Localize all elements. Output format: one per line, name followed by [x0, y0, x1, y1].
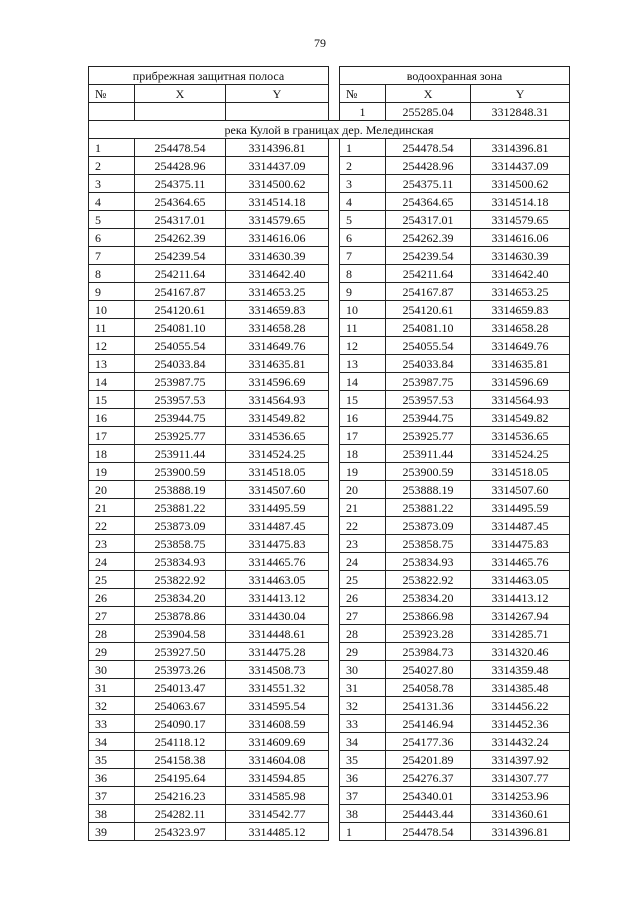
right-col-x-header: X	[386, 85, 471, 103]
right-x-value: 253984.73	[386, 643, 471, 661]
left-x-value: 253834.20	[135, 589, 226, 607]
left-x-value: 254055.54	[135, 337, 226, 355]
left-y-value: 3314594.85	[226, 769, 329, 787]
right-point-num: 15	[340, 391, 386, 409]
right-point-num: 4	[340, 193, 386, 211]
left-point-num: 18	[89, 445, 135, 463]
left-point-num: 31	[89, 679, 135, 697]
left-x-value: 253987.75	[135, 373, 226, 391]
left-point-num: 7	[89, 247, 135, 265]
left-point-num: 11	[89, 319, 135, 337]
left-x-value: 253873.09	[135, 517, 226, 535]
right-point-num: 28	[340, 625, 386, 643]
table-row	[89, 643, 570, 661]
left-x-value: 254478.54	[135, 139, 226, 157]
table-row	[89, 499, 570, 517]
right-x-value: 254201.89	[386, 751, 471, 769]
right-y-value: 3314524.25	[471, 445, 570, 463]
right-y-value: 3314452.36	[471, 715, 570, 733]
left-point-num: 29	[89, 643, 135, 661]
table-row	[89, 265, 570, 283]
left-point-num: 24	[89, 553, 135, 571]
right-point-num: 20	[340, 481, 386, 499]
left-point-num: 1	[89, 139, 135, 157]
right-y-value: 3314396.81	[471, 823, 570, 841]
right-x-value: 253858.75	[386, 535, 471, 553]
left-y-value: 3314487.45	[226, 517, 329, 535]
table-row	[89, 139, 570, 157]
left-point-num: 6	[89, 229, 135, 247]
right-y-value: 3314385.48	[471, 679, 570, 697]
left-y-value: 3314430.04	[226, 607, 329, 625]
left-x-value: 254364.65	[135, 193, 226, 211]
left-x-value: 253973.26	[135, 661, 226, 679]
right-x-value: 253834.20	[386, 589, 471, 607]
right-col-y-header: Y	[471, 85, 570, 103]
right-y-value: 3314536.65	[471, 427, 570, 445]
right-x-value: 254239.54	[386, 247, 471, 265]
table-row	[89, 697, 570, 715]
right-point-num: 25	[340, 571, 386, 589]
left-point-num: 20	[89, 481, 135, 499]
left-x-value: 253822.92	[135, 571, 226, 589]
left-x-value: 253957.53	[135, 391, 226, 409]
right-point-num: 10	[340, 301, 386, 319]
right-y-value: 3314653.25	[471, 283, 570, 301]
right-x-value: 253911.44	[386, 445, 471, 463]
right-point-num: 33	[340, 715, 386, 733]
right-point-num: 6	[340, 229, 386, 247]
table-row	[89, 463, 570, 481]
right-y-value: 3314549.82	[471, 409, 570, 427]
left-x-value: 253944.75	[135, 409, 226, 427]
left-point-num: 14	[89, 373, 135, 391]
table-row	[89, 769, 570, 787]
left-y-value: 3314465.76	[226, 553, 329, 571]
left-x-value: 254282.11	[135, 805, 226, 823]
right-y-value: 3314630.39	[471, 247, 570, 265]
left-y-value: 3314448.61	[226, 625, 329, 643]
table-title-row	[89, 67, 570, 85]
right-point-num: 38	[340, 805, 386, 823]
left-point-num: 32	[89, 697, 135, 715]
table-row	[89, 589, 570, 607]
right-x-value: 253925.77	[386, 427, 471, 445]
table-header-row	[89, 85, 570, 103]
table-row	[89, 301, 570, 319]
right-x-value: 254033.84	[386, 355, 471, 373]
table-row	[89, 355, 570, 373]
right-x-value: 254443.44	[386, 805, 471, 823]
right-x-value: 253822.92	[386, 571, 471, 589]
left-point-num: 23	[89, 535, 135, 553]
table-row	[89, 427, 570, 445]
right-point-num: 12	[340, 337, 386, 355]
right-point-num: 2	[340, 157, 386, 175]
table-row	[89, 679, 570, 697]
left-point-num: 35	[89, 751, 135, 769]
left-y-value: 3314549.82	[226, 409, 329, 427]
right-point-num: 24	[340, 553, 386, 571]
left-y-value: 3314659.83	[226, 301, 329, 319]
right-x-value: 254428.96	[386, 157, 471, 175]
right-y-value: 3314500.62	[471, 175, 570, 193]
right-y-value: 3314267.94	[471, 607, 570, 625]
table-row	[89, 193, 570, 211]
right-x-value: 254058.78	[386, 679, 471, 697]
left-point-num: 16	[89, 409, 135, 427]
table-row	[89, 751, 570, 769]
table-row	[89, 409, 570, 427]
table-row	[89, 787, 570, 805]
right-y-value: 3314507.60	[471, 481, 570, 499]
left-col-num-header: №	[89, 85, 135, 103]
right-point-num: 26	[340, 589, 386, 607]
right-point-num: 31	[340, 679, 386, 697]
left-y-value: 3314616.06	[226, 229, 329, 247]
table-row	[89, 571, 570, 589]
left-point-num: 8	[89, 265, 135, 283]
table-row	[89, 715, 570, 733]
right-y-value: 3314437.09	[471, 157, 570, 175]
table-row	[89, 391, 570, 409]
right-point-num: 11	[340, 319, 386, 337]
left-x-value: 253834.93	[135, 553, 226, 571]
right-point-num: 29	[340, 643, 386, 661]
left-x-value: 254013.47	[135, 679, 226, 697]
left-y-value: 3314514.18	[226, 193, 329, 211]
right-y-value: 3314397.92	[471, 751, 570, 769]
left-point-num: 33	[89, 715, 135, 733]
left-point-num: 37	[89, 787, 135, 805]
right-x-value: 254027.80	[386, 661, 471, 679]
left-point-num: 19	[89, 463, 135, 481]
right-y-value: 3314360.61	[471, 805, 570, 823]
table-row	[89, 607, 570, 625]
right-x-value: 254211.64	[386, 265, 471, 283]
left-y-value: 3314508.73	[226, 661, 329, 679]
right-y-value: 3314564.93	[471, 391, 570, 409]
right-point-num: 36	[340, 769, 386, 787]
right-y-value: 3314596.69	[471, 373, 570, 391]
left-x-value: 254118.12	[135, 733, 226, 751]
table-row	[89, 319, 570, 337]
left-y-value: 3314507.60	[226, 481, 329, 499]
section-title: река Кулой в границах дер. Мелединская	[89, 121, 570, 139]
right-col-num-header: №	[340, 85, 386, 103]
left-x-value: 254262.39	[135, 229, 226, 247]
left-x-value: 254428.96	[135, 157, 226, 175]
right-point-num: 8	[340, 265, 386, 283]
right-y-value: 3314475.83	[471, 535, 570, 553]
right-point-num: 22	[340, 517, 386, 535]
right-y-value: 3314396.81	[471, 139, 570, 157]
right-x-value: 253944.75	[386, 409, 471, 427]
left-point-num: 25	[89, 571, 135, 589]
left-y-value: 3314524.25	[226, 445, 329, 463]
left-y-value: 3314475.83	[226, 535, 329, 553]
right-point-num: 35	[340, 751, 386, 769]
right-point-num: 19	[340, 463, 386, 481]
pre-section-row	[89, 103, 570, 121]
right-y-value: 3314518.05	[471, 463, 570, 481]
left-y-value: 3314609.69	[226, 733, 329, 751]
right-y-value: 3314495.59	[471, 499, 570, 517]
right-x-value: 253873.09	[386, 517, 471, 535]
table-row	[89, 661, 570, 679]
left-x-value: 254090.17	[135, 715, 226, 733]
left-point-num: 36	[89, 769, 135, 787]
left-y-value: 3314500.62	[226, 175, 329, 193]
page-number: 79	[314, 36, 326, 50]
left-point-num: 12	[89, 337, 135, 355]
right-point-num: 18	[340, 445, 386, 463]
left-y-value: 3314437.09	[226, 157, 329, 175]
table-row	[89, 337, 570, 355]
left-x-value: 253925.77	[135, 427, 226, 445]
left-point-num: 2	[89, 157, 135, 175]
left-x-value: 253900.59	[135, 463, 226, 481]
right-point-num: 1	[340, 823, 386, 841]
table-row	[89, 517, 570, 535]
right-x-value: 254364.65	[386, 193, 471, 211]
table-row	[89, 229, 570, 247]
left-point-num: 10	[89, 301, 135, 319]
right-y-value: 3314642.40	[471, 265, 570, 283]
left-x-value: 254063.67	[135, 697, 226, 715]
table-row	[89, 445, 570, 463]
right-y-value: 3314487.45	[471, 517, 570, 535]
left-point-num: 17	[89, 427, 135, 445]
right-point-num: 37	[340, 787, 386, 805]
pre-row-x: 255285.04	[386, 103, 471, 121]
left-x-value: 254211.64	[135, 265, 226, 283]
table-row	[89, 625, 570, 643]
right-x-value: 253834.93	[386, 553, 471, 571]
right-y-value: 3314616.06	[471, 229, 570, 247]
right-y-value: 3314579.65	[471, 211, 570, 229]
left-y-value: 3314518.05	[226, 463, 329, 481]
pre-row-num: 1	[340, 103, 386, 121]
right-point-num: 7	[340, 247, 386, 265]
right-point-num: 3	[340, 175, 386, 193]
right-x-value: 254276.37	[386, 769, 471, 787]
right-x-value: 254317.01	[386, 211, 471, 229]
section-title-row	[89, 121, 570, 139]
left-y-value: 3314658.28	[226, 319, 329, 337]
right-x-value: 253881.22	[386, 499, 471, 517]
table-row	[89, 823, 570, 841]
left-y-value: 3314596.69	[226, 373, 329, 391]
left-x-value: 254375.11	[135, 175, 226, 193]
left-x-value: 254167.87	[135, 283, 226, 301]
left-y-value: 3314396.81	[226, 139, 329, 157]
right-x-value: 253987.75	[386, 373, 471, 391]
left-y-value: 3314604.08	[226, 751, 329, 769]
right-y-value: 3314514.18	[471, 193, 570, 211]
table-row	[89, 247, 570, 265]
left-col-x-header: X	[135, 85, 226, 103]
left-x-value: 254120.61	[135, 301, 226, 319]
right-y-value: 3314465.76	[471, 553, 570, 571]
left-x-value: 253878.86	[135, 607, 226, 625]
right-point-num: 14	[340, 373, 386, 391]
left-y-value: 3314463.05	[226, 571, 329, 589]
right-x-value: 254478.54	[386, 139, 471, 157]
table-row	[89, 157, 570, 175]
left-x-value: 254081.10	[135, 319, 226, 337]
left-x-value: 254216.23	[135, 787, 226, 805]
right-x-value: 254167.87	[386, 283, 471, 301]
right-point-num: 32	[340, 697, 386, 715]
left-x-value: 253904.58	[135, 625, 226, 643]
right-x-value: 254375.11	[386, 175, 471, 193]
right-x-value: 253866.98	[386, 607, 471, 625]
left-y-value: 3314564.93	[226, 391, 329, 409]
right-y-value: 3314649.76	[471, 337, 570, 355]
left-point-num: 26	[89, 589, 135, 607]
left-y-value: 3314649.76	[226, 337, 329, 355]
left-point-num: 13	[89, 355, 135, 373]
right-x-value: 253888.19	[386, 481, 471, 499]
left-y-value: 3314608.59	[226, 715, 329, 733]
left-point-num: 30	[89, 661, 135, 679]
left-x-value: 254239.54	[135, 247, 226, 265]
pre-row-y: 3312848.31	[471, 103, 570, 121]
right-y-value: 3314253.96	[471, 787, 570, 805]
right-point-num: 23	[340, 535, 386, 553]
left-x-value: 254158.38	[135, 751, 226, 769]
right-y-value: 3314359.48	[471, 661, 570, 679]
right-x-value: 253923.28	[386, 625, 471, 643]
left-y-value: 3314579.65	[226, 211, 329, 229]
left-point-num: 4	[89, 193, 135, 211]
left-y-value: 3314551.32	[226, 679, 329, 697]
right-y-value: 3314635.81	[471, 355, 570, 373]
left-point-num: 15	[89, 391, 135, 409]
table-row	[89, 373, 570, 391]
left-y-value: 3314475.28	[226, 643, 329, 661]
right-y-value: 3314463.05	[471, 571, 570, 589]
left-point-num: 34	[89, 733, 135, 751]
left-x-value: 253911.44	[135, 445, 226, 463]
water-protection-zone-title: водоохранная зона	[340, 67, 570, 85]
right-point-num: 9	[340, 283, 386, 301]
left-x-value: 253881.22	[135, 499, 226, 517]
left-point-num: 27	[89, 607, 135, 625]
left-x-value: 254323.97	[135, 823, 226, 841]
right-x-value: 253900.59	[386, 463, 471, 481]
right-y-value: 3314320.46	[471, 643, 570, 661]
right-x-value: 253957.53	[386, 391, 471, 409]
table-row	[89, 283, 570, 301]
left-x-value: 253927.50	[135, 643, 226, 661]
right-y-value: 3314456.22	[471, 697, 570, 715]
left-x-value: 254033.84	[135, 355, 226, 373]
right-y-value: 3314659.83	[471, 301, 570, 319]
right-y-value: 3314432.24	[471, 733, 570, 751]
table-row	[89, 211, 570, 229]
left-x-value: 253888.19	[135, 481, 226, 499]
right-point-num: 1	[340, 139, 386, 157]
left-y-value: 3314653.25	[226, 283, 329, 301]
right-point-num: 21	[340, 499, 386, 517]
right-point-num: 13	[340, 355, 386, 373]
coordinates-table	[88, 66, 570, 841]
table-row	[89, 805, 570, 823]
left-point-num: 5	[89, 211, 135, 229]
left-point-num: 38	[89, 805, 135, 823]
right-x-value: 254262.39	[386, 229, 471, 247]
left-y-value: 3314542.77	[226, 805, 329, 823]
table-row	[89, 535, 570, 553]
right-y-value: 3314658.28	[471, 319, 570, 337]
left-y-value: 3314585.98	[226, 787, 329, 805]
left-y-value: 3314413.12	[226, 589, 329, 607]
right-x-value: 254340.01	[386, 787, 471, 805]
left-x-value: 254317.01	[135, 211, 226, 229]
left-x-value: 253858.75	[135, 535, 226, 553]
table-row	[89, 481, 570, 499]
right-y-value: 3314307.77	[471, 769, 570, 787]
table-row	[89, 733, 570, 751]
right-x-value: 254131.36	[386, 697, 471, 715]
right-point-num: 30	[340, 661, 386, 679]
right-point-num: 5	[340, 211, 386, 229]
left-point-num: 3	[89, 175, 135, 193]
left-y-value: 3314495.59	[226, 499, 329, 517]
left-x-value: 254195.64	[135, 769, 226, 787]
right-y-value: 3314413.12	[471, 589, 570, 607]
right-y-value: 3314285.71	[471, 625, 570, 643]
table-row	[89, 175, 570, 193]
left-y-value: 3314485.12	[226, 823, 329, 841]
left-y-value: 3314630.39	[226, 247, 329, 265]
right-x-value: 254177.36	[386, 733, 471, 751]
left-col-y-header: Y	[226, 85, 329, 103]
right-x-value: 254055.54	[386, 337, 471, 355]
right-point-num: 27	[340, 607, 386, 625]
left-y-value: 3314642.40	[226, 265, 329, 283]
left-point-num: 9	[89, 283, 135, 301]
left-point-num: 21	[89, 499, 135, 517]
right-x-value: 254146.94	[386, 715, 471, 733]
left-y-value: 3314595.54	[226, 697, 329, 715]
right-x-value: 254478.54	[386, 823, 471, 841]
right-x-value: 254081.10	[386, 319, 471, 337]
left-point-num: 39	[89, 823, 135, 841]
right-x-value: 254120.61	[386, 301, 471, 319]
left-y-value: 3314635.81	[226, 355, 329, 373]
coastal-strip-title: прибрежная защитная полоса	[89, 67, 329, 85]
left-y-value: 3314536.65	[226, 427, 329, 445]
left-point-num: 22	[89, 517, 135, 535]
left-point-num: 28	[89, 625, 135, 643]
right-point-num: 17	[340, 427, 386, 445]
table-row	[89, 553, 570, 571]
right-point-num: 16	[340, 409, 386, 427]
right-point-num: 34	[340, 733, 386, 751]
